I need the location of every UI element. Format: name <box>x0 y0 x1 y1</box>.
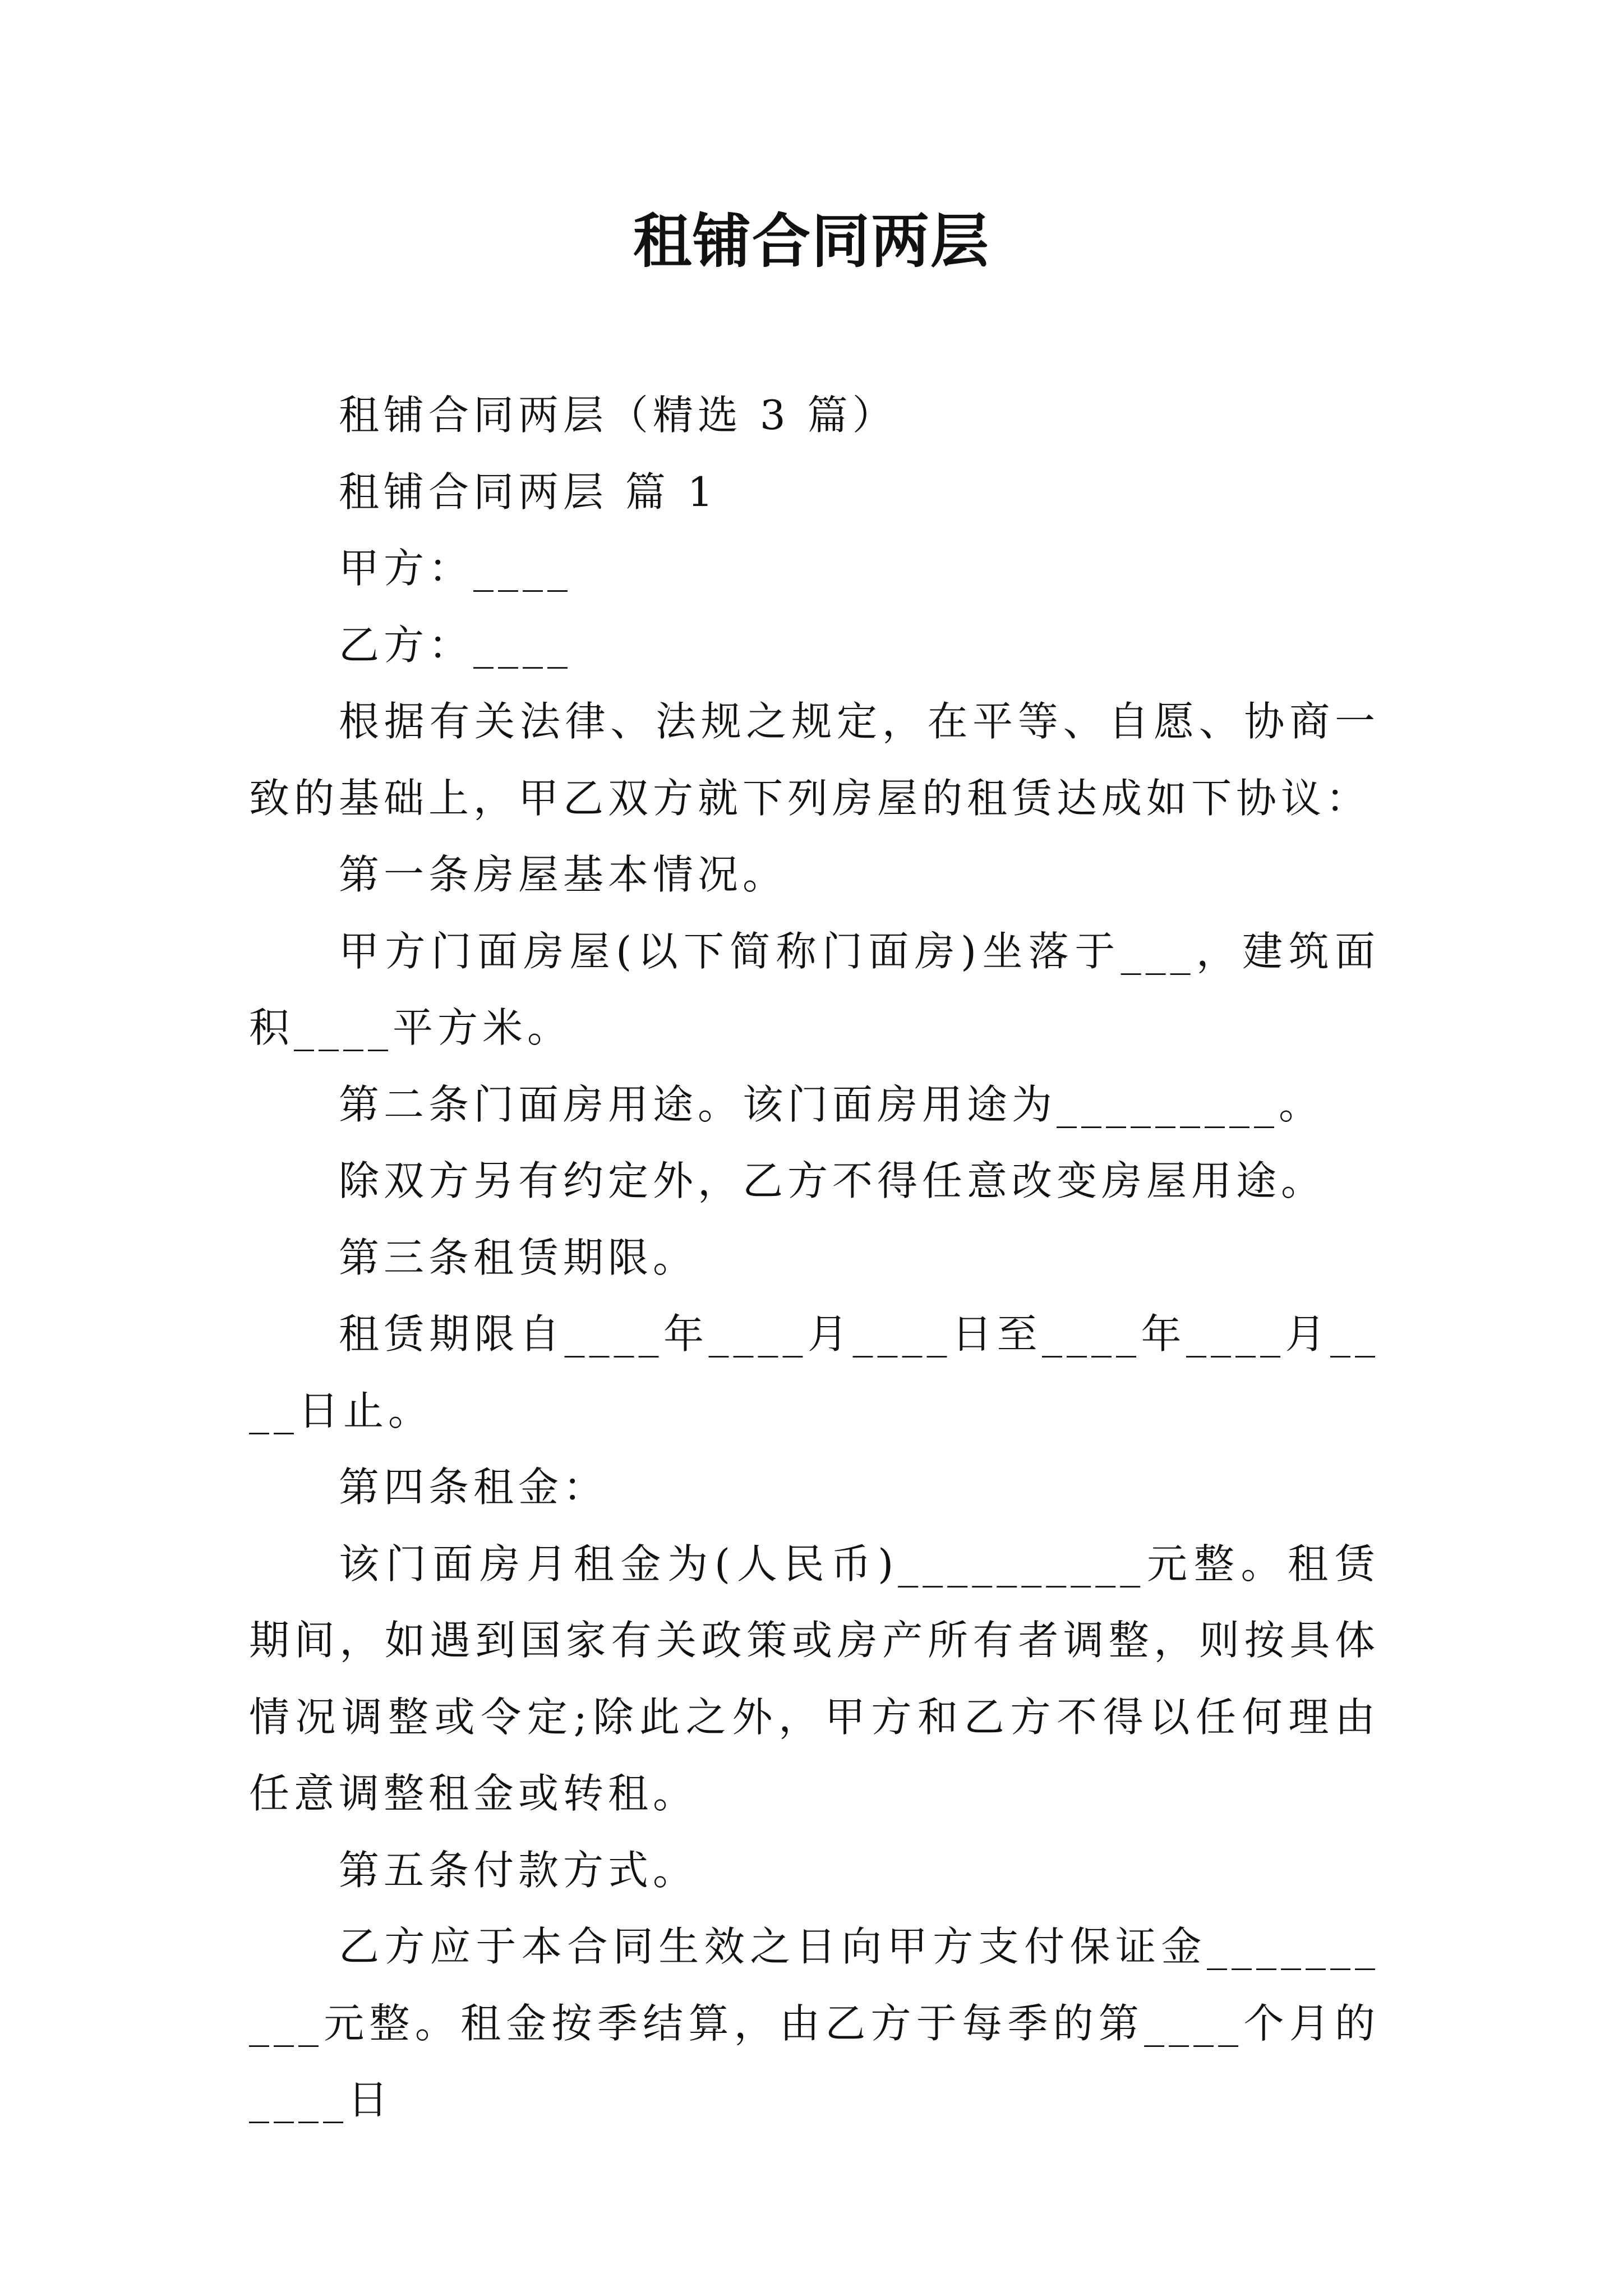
paragraph-subtitle: 租铺合同两层（精选 3 篇） <box>339 392 897 439</box>
paragraph-article-4-body: 该门面房月租金为(人民币)__________元整。租赁期间，如遇到国家有关政策或房产所有者调整，则按具体情况调整或令定;除此之外，甲方和乙方不得以任何理由任意调整租金或转租。 <box>249 1540 1380 1817</box>
paragraph-article-2-heading: 第二条门面房用途。该门面房用途为_________。 <box>339 1080 1324 1128</box>
paragraph-party-b: 乙方：____ <box>339 621 573 669</box>
paragraph-preamble: 根据有关法律、法规之规定，在平等、自愿、协商一致的基础上，甲乙双方就下列房屋的租赁达成如下协议： <box>249 698 1380 822</box>
paragraph-section-heading: 租铺合同两层 篇 1 <box>339 468 718 516</box>
paragraph-article-5-body: 乙方应于本合同生效之日向甲方支付保证金__________元整。租金按季结算，由乙方于每季的第____个月的____日 <box>249 1923 1380 2123</box>
paragraph-party-a: 甲方：____ <box>339 545 573 592</box>
paragraph-article-3-body: 租赁期限自____年____月____日至____年____月____日止。 <box>249 1310 1380 1434</box>
document-body <box>249 377 1380 2138</box>
paragraph-article-2-body: 除双方另有约定外，乙方不得任意改变房屋用途。 <box>339 1157 1326 1204</box>
paragraph-article-5-heading: 第五条付款方式。 <box>339 1846 698 1894</box>
paragraph-article-1-body: 甲方门面房屋(以下简称门面房)坐落于___，建筑面积____平方米。 <box>249 927 1380 1051</box>
paragraph-article-1-heading: 第一条房屋基本情况。 <box>339 851 788 898</box>
paragraph-article-3-heading: 第三条租赁期限。 <box>339 1234 698 1281</box>
paragraph-article-4-heading: 第四条租金： <box>339 1464 608 1511</box>
document-title: 租铺合同两层 <box>633 206 990 275</box>
